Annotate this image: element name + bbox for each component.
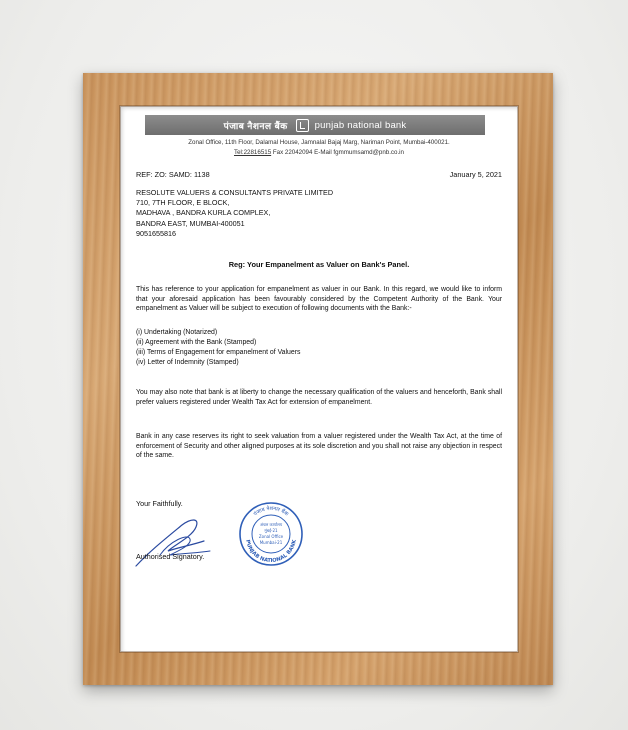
fax-email: Fax 22042094 E-Mail fgmmumsamd@pnb.co.in: [271, 149, 404, 156]
recipient-phone: 9051655816: [136, 228, 176, 238]
ref-number: REF: ZO: SAMD: 1138: [136, 170, 210, 179]
bank-name-english: punjab national bank: [314, 119, 407, 131]
stamp-inner-line: Mumbai-21: [259, 540, 283, 545]
paragraph-intro: This has reference to your application for empanelment as valuer in our Bank. In this regard, we would like to inform that your aforesaid application has been favourably considered by the Competent Authority of the Bank. Your empanelment as Valuer will be subject to execution of following documents with the Bank:-: [136, 286, 502, 312]
list-item: (ii) Agreement with the Bank (Stamped): [136, 339, 257, 346]
list-item: (iv) Letter of Indemnity (Stamped): [136, 359, 239, 366]
subject-line: Reg: Your Empanelment as Valuer on Bank's Panel.: [228, 260, 410, 269]
bank-name-hindi: पंजाब नैशनल बैंक: [223, 120, 288, 131]
address-line: Zonal Office, 11th Floor, Dalamal House, Jamnalal Bajaj Marg, Nariman Point, Mumbai-400021.: [188, 139, 450, 146]
letter-date: January 5, 2021: [449, 170, 502, 179]
recipient-line: MADHAVA , BANDRA KURLA COMPLEX,: [136, 208, 271, 218]
list-item: (i) Undertaking (Notarized): [136, 329, 218, 336]
stamp-inner-line: मुंबई-21: [264, 528, 278, 533]
closing-salutation: Your Faithfully.: [136, 499, 183, 508]
list-item: (iii) Terms of Engagement for empanelment of Valuers: [136, 349, 301, 356]
stamp-inner-line: अंचल कार्यालय: [259, 522, 283, 527]
paragraph-qualification: You may also note that bank is at liberty to change the necessary qualification of the valuers and henceforth, Bank shall prefer valuers registered under Wealth Tax Act for extension of empanelment.: [136, 389, 502, 406]
stamp-inner-line: Zonal Office: [258, 534, 284, 539]
stamp-outer-top: पंजाब नैशनल बैंक: [252, 505, 290, 518]
picture-frame: [83, 73, 553, 685]
frame-inner-edge: [119, 105, 519, 653]
recipient-line: BANDRA EAST, MUMBAI-400051: [136, 218, 245, 228]
recipient-line: RESOLUTE VALUERS & CONSULTANTS PRIVATE LIMITED: [136, 188, 334, 197]
paragraph-reservation: Bank in any case reserves its right to seek valuation from a valuer registered under the Wealth Tax Act, at the time of enforcement of Security and other aligned purposes at its sole discretion and you shall not raise any objection in respect of the same.: [136, 433, 502, 459]
tel-number: Tel:22816515: [233, 149, 272, 156]
authorised-signatory: Authorised Signatory.: [136, 552, 205, 561]
stamp-outer-bottom: PUNJAB NATIONAL BANK: [244, 539, 298, 565]
recipient-line: 710, 7TH FLOOR, E BLOCK,: [136, 198, 230, 208]
